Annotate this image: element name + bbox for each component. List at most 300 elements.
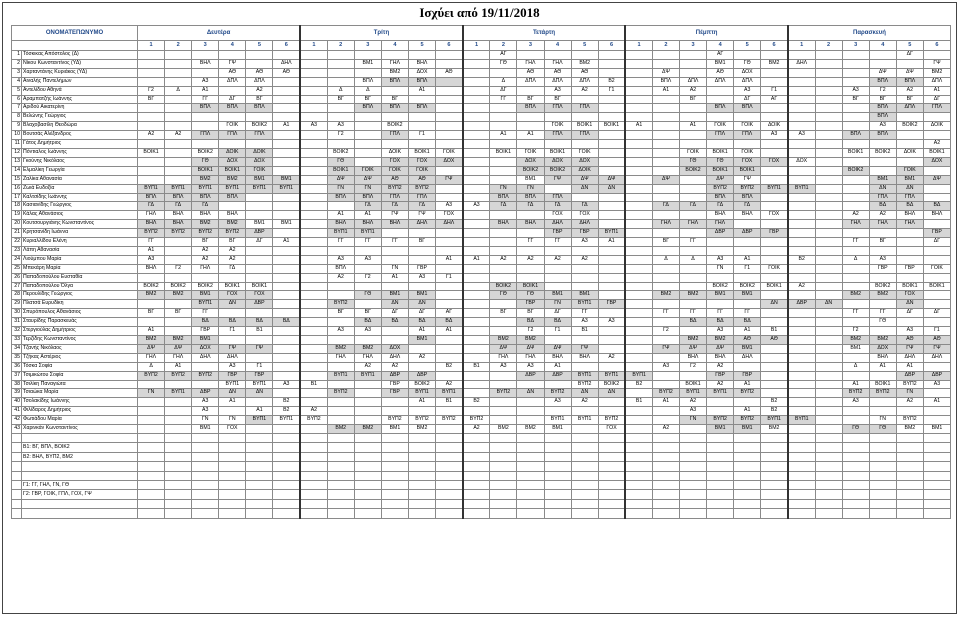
schedule-cell[interactable]: Α1 xyxy=(273,238,300,247)
schedule-cell[interactable] xyxy=(815,389,842,398)
schedule-cell[interactable]: ΔΒΡ xyxy=(192,389,219,398)
empty-cell[interactable] xyxy=(408,462,435,471)
schedule-cell[interactable]: ΔΒΡ xyxy=(408,371,435,380)
schedule-cell[interactable] xyxy=(896,131,923,140)
schedule-cell[interactable]: Α2 xyxy=(165,131,192,140)
empty-cell[interactable] xyxy=(761,433,788,442)
schedule-cell[interactable]: ΒΥΠ1 xyxy=(354,229,381,238)
schedule-cell[interactable] xyxy=(408,282,435,291)
schedule-cell[interactable] xyxy=(652,353,679,362)
schedule-cell[interactable] xyxy=(273,344,300,353)
schedule-cell[interactable]: Α1 xyxy=(436,255,463,264)
schedule-cell[interactable]: ΒΓ xyxy=(138,309,165,318)
schedule-cell[interactable]: Β1 xyxy=(300,380,327,389)
schedule-cell[interactable] xyxy=(896,157,923,166)
empty-cell[interactable] xyxy=(652,443,679,452)
schedule-cell[interactable]: ΒΟΙΚ1 xyxy=(517,282,544,291)
schedule-cell[interactable] xyxy=(246,309,273,318)
empty-cell[interactable] xyxy=(354,443,381,452)
schedule-cell[interactable] xyxy=(761,238,788,247)
schedule-cell[interactable] xyxy=(788,220,815,229)
schedule-cell[interactable] xyxy=(707,140,734,149)
schedule-cell[interactable] xyxy=(923,193,950,202)
schedule-cell[interactable] xyxy=(571,407,598,416)
schedule-cell[interactable]: ΓΨ xyxy=(219,344,246,353)
empty-cell[interactable] xyxy=(869,471,896,480)
empty-cell[interactable] xyxy=(923,480,950,489)
empty-cell[interactable] xyxy=(707,471,734,480)
schedule-cell[interactable]: ΒΓ xyxy=(652,238,679,247)
schedule-cell[interactable]: ΒΜ2 xyxy=(652,291,679,300)
schedule-cell[interactable]: Α3 xyxy=(896,327,923,336)
schedule-cell[interactable] xyxy=(842,122,869,131)
schedule-cell[interactable]: ΔΒΡ xyxy=(734,229,761,238)
schedule-cell[interactable]: ΑΓ xyxy=(761,95,788,104)
schedule-cell[interactable] xyxy=(815,220,842,229)
schedule-cell[interactable] xyxy=(761,77,788,86)
empty-cell[interactable] xyxy=(192,509,219,518)
schedule-cell[interactable]: ΒΥΠ1 xyxy=(707,389,734,398)
schedule-cell[interactable] xyxy=(436,104,463,113)
schedule-cell[interactable]: ΔΟΧ xyxy=(788,157,815,166)
empty-cell[interactable] xyxy=(923,443,950,452)
empty-cell[interactable] xyxy=(842,462,869,471)
schedule-cell[interactable] xyxy=(923,362,950,371)
empty-cell[interactable] xyxy=(219,490,246,499)
schedule-cell[interactable]: Γ2 xyxy=(327,131,354,140)
empty-cell[interactable] xyxy=(571,443,598,452)
schedule-cell[interactable] xyxy=(815,148,842,157)
schedule-cell[interactable] xyxy=(761,193,788,202)
empty-cell[interactable] xyxy=(679,462,706,471)
empty-cell[interactable] xyxy=(192,443,219,452)
schedule-cell[interactable]: ΒΟΙΚ2 xyxy=(192,148,219,157)
schedule-cell[interactable] xyxy=(354,113,381,122)
schedule-cell[interactable]: ΓΔ xyxy=(734,202,761,211)
schedule-cell[interactable]: ΓΓ xyxy=(354,238,381,247)
schedule-cell[interactable]: ΔΓ xyxy=(219,95,246,104)
schedule-cell[interactable]: Α2 xyxy=(896,398,923,407)
empty-cell[interactable] xyxy=(707,480,734,489)
schedule-cell[interactable]: ΒΜ2 xyxy=(381,68,408,77)
schedule-cell[interactable] xyxy=(652,371,679,380)
schedule-cell[interactable]: ΓΓ xyxy=(842,238,869,247)
schedule-cell[interactable] xyxy=(815,398,842,407)
schedule-cell[interactable]: Β1 xyxy=(463,362,490,371)
schedule-cell[interactable]: ΒΟΙΚ2 xyxy=(138,282,165,291)
schedule-cell[interactable]: Α3 xyxy=(707,255,734,264)
schedule-cell[interactable] xyxy=(679,140,706,149)
schedule-cell[interactable] xyxy=(165,246,192,255)
empty-cell[interactable] xyxy=(652,433,679,442)
schedule-cell[interactable]: Γ2 xyxy=(138,86,165,95)
schedule-cell[interactable] xyxy=(300,166,327,175)
schedule-cell[interactable]: ΒΥΠ2 xyxy=(192,229,219,238)
schedule-cell[interactable]: ΒΥΠ2 xyxy=(436,416,463,425)
schedule-cell[interactable]: ΔΓ xyxy=(896,309,923,318)
schedule-cell[interactable]: ΒΓ xyxy=(138,95,165,104)
schedule-cell[interactable]: Α1 xyxy=(490,131,517,140)
empty-cell[interactable] xyxy=(165,499,192,508)
schedule-cell[interactable] xyxy=(165,318,192,327)
schedule-cell[interactable]: ΒΟΙΚ2 xyxy=(381,122,408,131)
schedule-cell[interactable]: ΒΥΠ1 xyxy=(354,371,381,380)
empty-cell[interactable] xyxy=(463,509,490,518)
schedule-cell[interactable]: ΓΓ xyxy=(842,309,869,318)
schedule-cell[interactable]: ΒΜ2 xyxy=(408,425,435,434)
empty-cell[interactable] xyxy=(652,480,679,489)
schedule-cell[interactable] xyxy=(625,300,652,309)
empty-cell[interactable] xyxy=(138,462,165,471)
empty-cell[interactable] xyxy=(788,509,815,518)
schedule-cell[interactable]: ΓΒΡ xyxy=(734,371,761,380)
schedule-cell[interactable] xyxy=(923,389,950,398)
schedule-cell[interactable]: ΒΜ1 xyxy=(544,291,571,300)
schedule-cell[interactable] xyxy=(815,104,842,113)
schedule-cell[interactable]: ΒΥΠ1 xyxy=(788,416,815,425)
schedule-cell[interactable] xyxy=(598,264,625,273)
empty-cell[interactable] xyxy=(219,509,246,518)
schedule-cell[interactable] xyxy=(625,184,652,193)
schedule-cell[interactable]: Α2 xyxy=(571,255,598,264)
schedule-cell[interactable]: ΑΓ xyxy=(436,309,463,318)
schedule-cell[interactable]: ΒΜ2 xyxy=(679,291,706,300)
schedule-cell[interactable] xyxy=(842,175,869,184)
schedule-cell[interactable]: Γ2 xyxy=(517,327,544,336)
schedule-cell[interactable] xyxy=(815,122,842,131)
schedule-cell[interactable]: ΔΨ xyxy=(923,175,950,184)
schedule-cell[interactable] xyxy=(815,211,842,220)
schedule-cell[interactable]: ΒΗΛ xyxy=(734,211,761,220)
schedule-cell[interactable] xyxy=(408,362,435,371)
schedule-cell[interactable]: ΒΥΠ1 xyxy=(246,380,273,389)
schedule-cell[interactable] xyxy=(381,229,408,238)
schedule-cell[interactable]: ΒΜ1 xyxy=(381,425,408,434)
schedule-cell[interactable] xyxy=(327,336,354,345)
schedule-cell[interactable]: Α1 xyxy=(652,86,679,95)
schedule-cell[interactable]: ΔΓ xyxy=(923,95,950,104)
schedule-cell[interactable] xyxy=(490,380,517,389)
schedule-cell[interactable] xyxy=(679,184,706,193)
schedule-cell[interactable]: ΓΠΛ xyxy=(869,193,896,202)
schedule-cell[interactable]: ΑΘ xyxy=(219,68,246,77)
schedule-cell[interactable]: ΓΔ xyxy=(490,202,517,211)
empty-cell[interactable] xyxy=(896,462,923,471)
empty-cell[interactable] xyxy=(165,462,192,471)
empty-cell[interactable] xyxy=(896,490,923,499)
schedule-cell[interactable] xyxy=(490,238,517,247)
schedule-cell[interactable] xyxy=(652,140,679,149)
schedule-cell[interactable]: Γ2 xyxy=(679,362,706,371)
schedule-cell[interactable] xyxy=(165,380,192,389)
schedule-cell[interactable] xyxy=(815,238,842,247)
schedule-cell[interactable]: ΓΨ xyxy=(381,211,408,220)
schedule-cell[interactable]: Β1 xyxy=(761,327,788,336)
schedule-cell[interactable] xyxy=(463,220,490,229)
schedule-cell[interactable] xyxy=(815,282,842,291)
schedule-cell[interactable]: Α1 xyxy=(165,362,192,371)
schedule-cell[interactable]: ΒΜ2 xyxy=(165,291,192,300)
empty-cell[interactable] xyxy=(490,499,517,508)
schedule-cell[interactable]: ΔΠΛ xyxy=(734,77,761,86)
schedule-cell[interactable] xyxy=(463,148,490,157)
schedule-cell[interactable]: ΓΗΛ xyxy=(842,220,869,229)
schedule-cell[interactable] xyxy=(679,175,706,184)
empty-cell[interactable] xyxy=(517,471,544,480)
schedule-cell[interactable] xyxy=(246,59,273,68)
schedule-cell[interactable] xyxy=(869,327,896,336)
schedule-cell[interactable] xyxy=(436,353,463,362)
schedule-cell[interactable]: ΓΟΙΚ xyxy=(707,122,734,131)
schedule-cell[interactable] xyxy=(327,291,354,300)
schedule-cell[interactable] xyxy=(436,371,463,380)
empty-cell[interactable] xyxy=(463,471,490,480)
schedule-cell[interactable]: Β1 xyxy=(571,327,598,336)
schedule-cell[interactable]: Α3 xyxy=(679,407,706,416)
schedule-cell[interactable]: ΓΟΧ xyxy=(436,211,463,220)
empty-cell[interactable] xyxy=(923,490,950,499)
schedule-cell[interactable]: Α3 xyxy=(490,362,517,371)
schedule-cell[interactable]: ΒΜ1 xyxy=(408,336,435,345)
schedule-cell[interactable]: ΔΨ xyxy=(598,175,625,184)
schedule-cell[interactable]: ΓΟΧ xyxy=(381,157,408,166)
schedule-cell[interactable]: ΒΠΛ xyxy=(869,104,896,113)
empty-cell[interactable] xyxy=(327,499,354,508)
empty-cell[interactable] xyxy=(408,443,435,452)
schedule-cell[interactable]: ΔΓ xyxy=(896,51,923,60)
schedule-cell[interactable] xyxy=(625,229,652,238)
schedule-cell[interactable]: ΓΟΧ xyxy=(734,157,761,166)
schedule-cell[interactable]: ΓΗΛ xyxy=(138,211,165,220)
empty-cell[interactable] xyxy=(490,480,517,489)
schedule-cell[interactable] xyxy=(138,140,165,149)
schedule-cell[interactable] xyxy=(571,51,598,60)
empty-cell[interactable] xyxy=(571,452,598,461)
empty-cell[interactable] xyxy=(354,509,381,518)
schedule-cell[interactable] xyxy=(679,264,706,273)
empty-cell[interactable] xyxy=(436,490,463,499)
schedule-cell[interactable]: ΓΔ xyxy=(354,202,381,211)
schedule-cell[interactable]: ΓΨ xyxy=(408,211,435,220)
schedule-cell[interactable]: ΒΥΠ2 xyxy=(192,371,219,380)
schedule-cell[interactable] xyxy=(734,238,761,247)
empty-cell[interactable] xyxy=(165,480,192,489)
schedule-cell[interactable] xyxy=(652,148,679,157)
schedule-cell[interactable]: ΒΓ xyxy=(842,95,869,104)
schedule-cell[interactable] xyxy=(788,166,815,175)
schedule-cell[interactable]: ΓΘ xyxy=(192,157,219,166)
schedule-cell[interactable]: ΒΔ xyxy=(896,202,923,211)
schedule-cell[interactable] xyxy=(300,273,327,282)
empty-cell[interactable] xyxy=(815,480,842,489)
schedule-cell[interactable]: ΒΟΙΚ2 xyxy=(869,148,896,157)
schedule-cell[interactable] xyxy=(788,273,815,282)
schedule-cell[interactable] xyxy=(598,407,625,416)
schedule-cell[interactable] xyxy=(625,407,652,416)
schedule-cell[interactable] xyxy=(517,273,544,282)
schedule-cell[interactable] xyxy=(327,398,354,407)
schedule-cell[interactable]: ΒΥΠ2 xyxy=(598,416,625,425)
schedule-cell[interactable] xyxy=(761,353,788,362)
schedule-cell[interactable] xyxy=(734,300,761,309)
schedule-cell[interactable]: ΒΜ1 xyxy=(842,344,869,353)
schedule-cell[interactable] xyxy=(436,300,463,309)
schedule-cell[interactable] xyxy=(490,157,517,166)
schedule-cell[interactable]: Δ xyxy=(354,86,381,95)
schedule-cell[interactable] xyxy=(788,175,815,184)
schedule-cell[interactable]: ΓΗΛ xyxy=(165,353,192,362)
schedule-cell[interactable] xyxy=(165,95,192,104)
schedule-cell[interactable]: ΓΠΛ xyxy=(381,131,408,140)
schedule-cell[interactable]: ΔΨ xyxy=(327,175,354,184)
schedule-cell[interactable] xyxy=(273,389,300,398)
schedule-cell[interactable]: ΓΘ xyxy=(354,291,381,300)
schedule-cell[interactable]: Γ2 xyxy=(165,264,192,273)
schedule-cell[interactable]: ΒΓ xyxy=(896,95,923,104)
schedule-cell[interactable]: Β2 xyxy=(436,362,463,371)
schedule-cell[interactable]: ΒΟΙΚ1 xyxy=(707,148,734,157)
schedule-cell[interactable] xyxy=(300,193,327,202)
empty-cell[interactable] xyxy=(734,433,761,442)
schedule-cell[interactable]: ΓΟΙΚ xyxy=(896,166,923,175)
schedule-cell[interactable]: ΔΝ xyxy=(815,300,842,309)
schedule-cell[interactable]: ΓΒΡ xyxy=(381,380,408,389)
schedule-cell[interactable] xyxy=(625,246,652,255)
schedule-cell[interactable]: ΔΟΧ xyxy=(517,157,544,166)
schedule-cell[interactable]: ΒΟΙΚ2 xyxy=(734,282,761,291)
schedule-cell[interactable]: ΒΔ xyxy=(869,202,896,211)
schedule-cell[interactable]: ΒΟΙΚ1 xyxy=(679,380,706,389)
schedule-cell[interactable] xyxy=(652,273,679,282)
empty-cell[interactable] xyxy=(923,499,950,508)
schedule-cell[interactable] xyxy=(138,416,165,425)
schedule-cell[interactable] xyxy=(652,184,679,193)
schedule-cell[interactable]: Α2 xyxy=(354,362,381,371)
schedule-cell[interactable]: Γ2 xyxy=(354,273,381,282)
schedule-cell[interactable] xyxy=(381,246,408,255)
empty-cell[interactable] xyxy=(679,443,706,452)
schedule-cell[interactable]: ΒΜ2 xyxy=(327,425,354,434)
schedule-cell[interactable] xyxy=(788,389,815,398)
schedule-cell[interactable] xyxy=(219,113,246,122)
schedule-cell[interactable] xyxy=(896,407,923,416)
schedule-cell[interactable]: Α2 xyxy=(327,273,354,282)
schedule-cell[interactable]: Α2 xyxy=(679,398,706,407)
schedule-cell[interactable]: ΒΗΛ xyxy=(869,353,896,362)
empty-cell[interactable] xyxy=(219,480,246,489)
schedule-cell[interactable] xyxy=(408,122,435,131)
empty-cell[interactable] xyxy=(273,433,300,442)
schedule-cell[interactable]: ΓΝ xyxy=(707,264,734,273)
schedule-cell[interactable]: ΒΓ xyxy=(869,238,896,247)
schedule-cell[interactable]: Α3 xyxy=(408,273,435,282)
schedule-cell[interactable] xyxy=(327,318,354,327)
schedule-cell[interactable] xyxy=(273,309,300,318)
schedule-cell[interactable]: ΒΠΛ xyxy=(869,77,896,86)
schedule-cell[interactable]: ΔΒΡ xyxy=(246,229,273,238)
schedule-cell[interactable] xyxy=(598,344,625,353)
schedule-cell[interactable]: Α1 xyxy=(734,407,761,416)
schedule-cell[interactable]: Δ xyxy=(165,86,192,95)
schedule-cell[interactable]: ΒΟΙΚ2 xyxy=(490,282,517,291)
empty-cell[interactable] xyxy=(381,490,408,499)
schedule-cell[interactable] xyxy=(273,86,300,95)
schedule-cell[interactable]: Γ1 xyxy=(246,362,273,371)
schedule-cell[interactable]: ΓΝ xyxy=(869,416,896,425)
schedule-cell[interactable] xyxy=(625,282,652,291)
empty-cell[interactable] xyxy=(923,509,950,518)
schedule-cell[interactable]: ΓΝ xyxy=(896,389,923,398)
schedule-cell[interactable] xyxy=(869,229,896,238)
schedule-cell[interactable]: ΒΜ2 xyxy=(571,59,598,68)
empty-cell[interactable] xyxy=(869,480,896,489)
schedule-cell[interactable] xyxy=(679,371,706,380)
schedule-cell[interactable] xyxy=(273,202,300,211)
schedule-cell[interactable]: Α1 xyxy=(463,255,490,264)
schedule-cell[interactable]: ΔΒΡ xyxy=(788,300,815,309)
schedule-cell[interactable] xyxy=(490,416,517,425)
empty-cell[interactable] xyxy=(300,490,327,499)
schedule-cell[interactable]: ΔΓ xyxy=(381,309,408,318)
schedule-cell[interactable] xyxy=(273,336,300,345)
schedule-cell[interactable] xyxy=(463,353,490,362)
schedule-cell[interactable] xyxy=(761,362,788,371)
schedule-cell[interactable]: Α1 xyxy=(734,255,761,264)
schedule-cell[interactable] xyxy=(273,353,300,362)
schedule-cell[interactable]: ΒΔ xyxy=(544,318,571,327)
schedule-cell[interactable] xyxy=(300,95,327,104)
schedule-cell[interactable]: ΑΘ xyxy=(571,68,598,77)
schedule-cell[interactable] xyxy=(463,166,490,175)
schedule-cell[interactable]: Γ1 xyxy=(219,327,246,336)
schedule-cell[interactable] xyxy=(842,113,869,122)
schedule-cell[interactable] xyxy=(869,246,896,255)
empty-cell[interactable] xyxy=(571,462,598,471)
schedule-cell[interactable]: Α3 xyxy=(652,362,679,371)
schedule-cell[interactable] xyxy=(815,371,842,380)
schedule-cell[interactable]: ΓΔ xyxy=(138,202,165,211)
schedule-cell[interactable]: Α2 xyxy=(544,255,571,264)
schedule-cell[interactable] xyxy=(408,246,435,255)
schedule-cell[interactable]: ΔΓ xyxy=(734,95,761,104)
schedule-cell[interactable]: ΓΨ xyxy=(219,59,246,68)
schedule-cell[interactable]: ΔΟΙΚ xyxy=(896,148,923,157)
empty-cell[interactable] xyxy=(788,480,815,489)
schedule-cell[interactable]: ΓΠΛ xyxy=(544,193,571,202)
schedule-cell[interactable]: ΒΥΠ1 xyxy=(788,184,815,193)
schedule-cell[interactable]: Α3 xyxy=(463,202,490,211)
schedule-cell[interactable]: ΔΟΧ xyxy=(408,68,435,77)
schedule-cell[interactable] xyxy=(381,282,408,291)
schedule-cell[interactable]: ΒΥΠ2 xyxy=(463,416,490,425)
schedule-cell[interactable] xyxy=(300,202,327,211)
schedule-cell[interactable]: ΓΗΛ xyxy=(652,220,679,229)
empty-cell[interactable] xyxy=(842,471,869,480)
schedule-cell[interactable]: ΒΔ xyxy=(192,318,219,327)
schedule-cell[interactable]: Α1 xyxy=(652,398,679,407)
schedule-cell[interactable] xyxy=(571,95,598,104)
schedule-cell[interactable] xyxy=(517,416,544,425)
schedule-cell[interactable] xyxy=(707,113,734,122)
schedule-cell[interactable] xyxy=(273,95,300,104)
schedule-cell[interactable] xyxy=(165,148,192,157)
empty-cell[interactable] xyxy=(734,480,761,489)
schedule-cell[interactable] xyxy=(192,51,219,60)
schedule-cell[interactable]: ΓΓ xyxy=(517,238,544,247)
schedule-cell[interactable]: ΒΗΛ xyxy=(490,220,517,229)
schedule-cell[interactable]: ΔΓ xyxy=(923,309,950,318)
empty-cell[interactable] xyxy=(598,499,625,508)
